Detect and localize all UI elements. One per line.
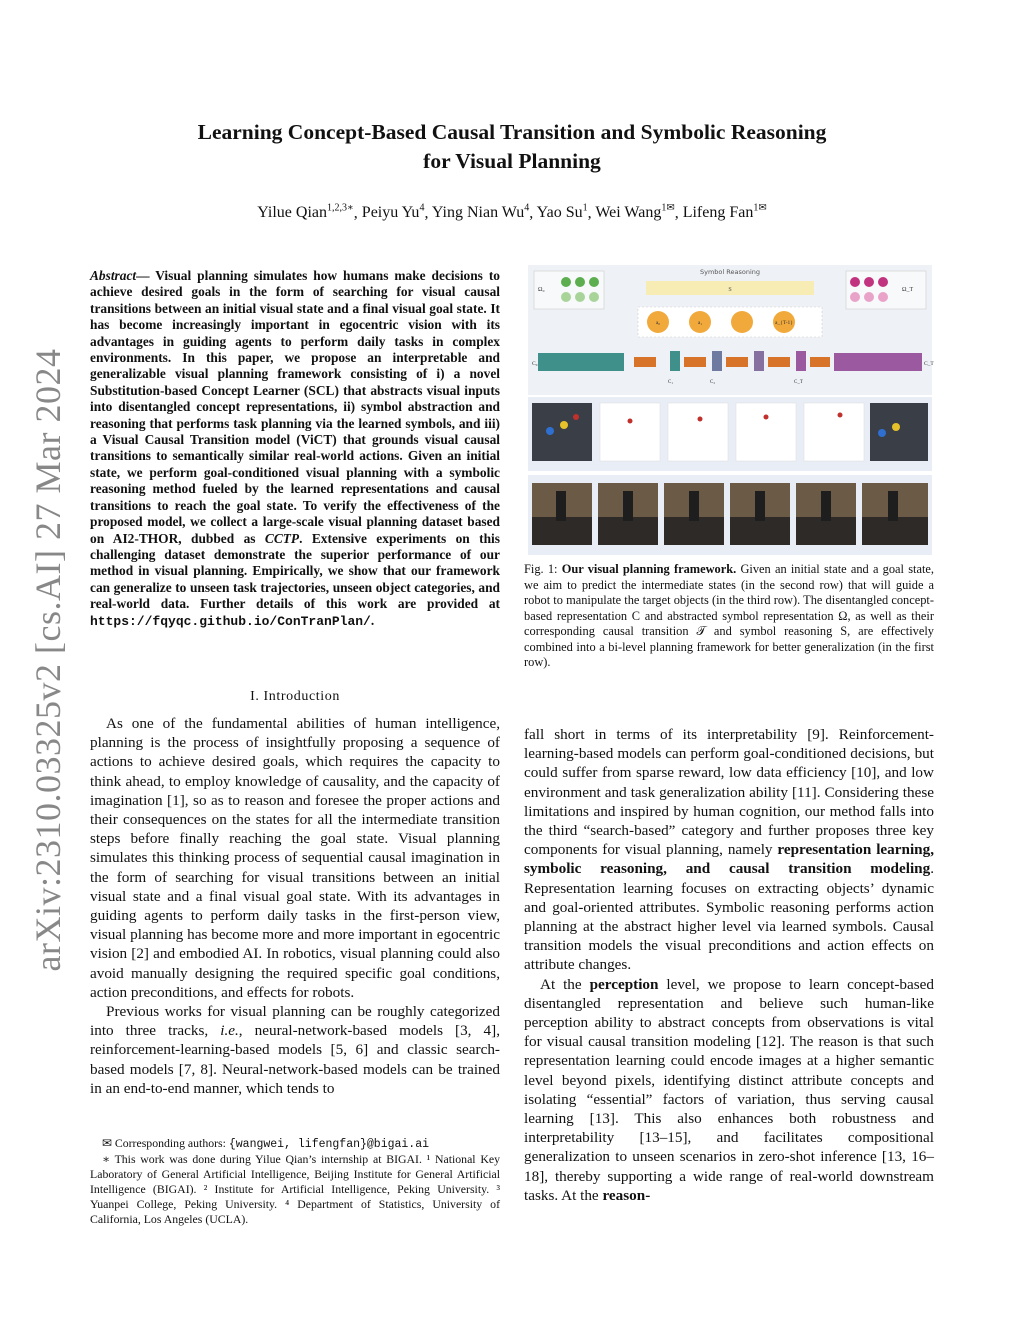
omegaT-label: Ω_T (902, 287, 914, 293)
paragraph: fall short in terms of its interpretability [9]. Reinforcement-learning-based models can perform goal-conditioned decisions, but could suffer from sparse reward, low data efficiency [10], and low environment and task generalization ability [11]. Considering these limitations and inspired by human cognition, our method falls into the third “search-based” category and further proposes three key components for visual planning, namely representation learning, symbolic reasoning, and causal transition modeling. Representation learning focuses on extracting objects’ dynamic and goal-oriented attributes. Symbolic reasoning performs action planning at the abstract higher level via learned symbols. Causal transition models the visual preconditions and action effects on attribute changes. (524, 726, 935, 974)
section-heading: I. Introduction (250, 689, 340, 704)
author: Yilue Qian$^{1,2,3∗}$ (257, 203, 354, 222)
figure-caption (524, 562, 934, 671)
abstract-label: Abstract (90, 268, 137, 283)
corresponding-emails[interactable]: {wangwei, lifengfan}@bigai.ai (228, 1138, 430, 1151)
concept-c0 (538, 353, 624, 371)
paragraph: As one of the fundamental abilities of human intelligence, planning is the process of insightfully proposing a sequence of actions to achieve desired goals, which requires the capacity to think ahead, to employ knowledge of causality, and the capacity of imagination [1], so as to reason and foresee the proper actions and their consequences on the states for all the intermediate transition steps before finally reaching the goal state. Visual planning simulates this thinking process of sequential causal imagination in the form of searching for visual transitions between an initial visual state and a final visual goal state. With its advantages in guiding agents to perform daily tasks in the first-person view, visual planning has become more and more important in egocentric vision [2] and embodied AI. In robotics, visual planning could also avoid manually designing the required specific goal conditions, action preconditions, and effects for robots. (90, 715, 500, 1001)
footnote-affiliations: ∗ This work was done during Yilue Qian’s internship at BIGAI. ¹ National Key Laboratory of General Artificial Intelligence, Beijing Institute for General Artificial Intelligence (BIGAI). ² Institute for Artificial Intelligence, Peking University. ³ Yuanpei College, Peking University. ⁴ Department of Statistics, University of California, Los Angeles (UCLA). (90, 1152, 500, 1226)
arxiv-stamp (18, 340, 78, 980)
action-a1: a₁ (697, 320, 703, 326)
title-line-2: for Visual Planning (423, 149, 601, 173)
caption-text: Given an initial state and a goal state, we aim to predict the intermediate states (in the second row) that will guide a robot to manipulate the target objects (in the third row). The disentangled concept-based representation C and abstracted symbol representation Ω, as well as their corresponding causal transition 𝒯 and symbol reasoning S, are effectively combined into a bi-level planning framework for better generalization (in the first row). (524, 562, 935, 669)
title-line-1: Learning Concept-Based Causal Transition and Symbolic Reasoning (197, 120, 827, 144)
s-label: S (728, 287, 732, 293)
c0-label: C₀ (532, 361, 538, 367)
caption-label: Fig. 1: (524, 562, 558, 576)
omegaT-box (846, 271, 926, 309)
robot-frames (532, 483, 928, 545)
author: Wei Wang$^{1✉}$ (595, 203, 675, 222)
abstract: Abstract— Visual planning simulates how humans make decisions to achieve desired goals in the form of searching for visual causal transitions between an initial visual state and a final visual goal state. It has become increasingly important in egocentric vision with its advantages in guiding agents to perform daily tasks in complex environments. In this paper, we propose an interpretable and generalizable visual planning framework consisting of i) a novel Substitution-based Concept Learner (SCL) that abstracts visual inputs into disentangled concept representations, ii) symbol abstraction and reasoning that performs task planning via the learned symbols, and iii) a Visual Causal Transition model (ViCT) that grounds visual causal transitions to semantically similar real-world actions. Given an initial state, we perform goal-conditioned visual planning with a symbolic reasoning method fueled by the learned representations and causal transitions to reach the goal state. To verify the effectiveness of the proposed model, we collect a large-scale visual planning dataset based on AI2-THOR, dubbed as CCTP. Extensive experiments on this challenging dataset demonstrate the superior performance of our method in visual planning. Empirically, we show that our framework can generalize to unseen task trajectories, unseen object categories, and real-world data. Further details of this work are provided at https://fqyqc.github.io/ConTranPlan/. (90, 268, 500, 629)
paragraph: Previous works for visual planning can be roughly categorized into three tracks, i.e., neural-network-based models [3, 4], reinforcement-learning-based models [5, 6] and classic search-based models [7, 8]. Neural-network-based models can be trained in an end-to-end manner, which tends to (90, 1003, 500, 1097)
paragraph: At the perception level, we propose to learn concept-based disentangled representation and believe such human-like perception ability to abstract concepts from observations is vital for visual causal transition modeling [12]. The reason is that such representation learning could encode images at a higher semantic level beyond pixels, identifying distinct attribute concepts and isolating “essential” factors of variation, thus serving causal learning [13]. This also enhances both robustness and interpretability [13–15], and facilitates compositional generalization to unseen scenarios in zero-shot inference [13, 16–18], thereby supporting a wide range of real-world downstream tasks. At the reason- (524, 975, 935, 1204)
abstract-text: Visual planning simulates how humans make decisions to achieve desired goals in the form of searching for visual causal transitions between an initial visual state and a final visual goal state. It has become increasingly important in egocentric vision with its advantages in guiding agents to perform daily tasks in complex environments. In this paper, we propose an interpretable and generalizable visual planning framework consisting of i) a novel Substitution-based Concept Learner (SCL) that abstracts visual inputs into disentangled concept representations, ii) symbol abstraction and reasoning that performs task planning via the learned symbols, and iii) a Visual Causal Transition model (ViCT) that grounds visual causal transitions to semantically similar real-world actions. Given an initial state, we perform goal-conditioned visual planning with a symbolic reasoning method fueled by the learned representations and causal transitions to reach the goal state. To verify the effectiveness of the proposed model, we collect a large-scale visual planning dataset based on AI2-THOR, dubbed as (90, 268, 500, 546)
author: Ying Nian Wu$^4$ (431, 203, 530, 222)
author: Yao Su$^1$ (536, 203, 588, 222)
envelope-icon: ✉ (102, 1136, 112, 1150)
figure-1 (528, 265, 932, 555)
cT-label: C_T (924, 361, 934, 367)
paper-title (0, 118, 1024, 176)
concept-cT (834, 353, 922, 371)
action-aT: a_{T-1} (775, 320, 793, 326)
right-column (524, 725, 934, 1205)
arxiv-id: arXiv:2310.03325v2 [cs.AI] 27 Mar 2024 (28, 348, 68, 972)
dataset-name: CCTP (264, 530, 300, 546)
intro-left-column (90, 714, 500, 1098)
caption-title: Our visual planning framework. (561, 562, 737, 576)
c2-label: C₂ (710, 380, 716, 385)
c1-label: C₁ (668, 380, 674, 385)
action-a0: a₀ (655, 320, 661, 326)
project-url[interactable]: https://fqyqc.github.io/ConTranPlan/ (90, 613, 371, 629)
author: Peiyu Yu$^4$ (361, 203, 425, 222)
footnote-corresponding: ✉ Corresponding authors: {wangwei, lifengfan}@bigai.ai (102, 1136, 430, 1151)
cT-mid-label: C_T (794, 380, 803, 385)
footnotes (90, 1136, 500, 1227)
author-list: Yilue Qian$^{1,2,3∗}$, Peiyu Yu$^4$, Ying Nian Wu$^4$, Yao Su$^1$, Wei Wang$^{1✉}$, Lifeng Fan$^{1✉}$ (257, 203, 767, 222)
author: Lifeng Fan$^{1✉}$ (682, 203, 767, 222)
omega0-label: Ω₀ (538, 287, 545, 293)
symbol-reasoning-label: Symbol Reasoning (699, 268, 761, 276)
